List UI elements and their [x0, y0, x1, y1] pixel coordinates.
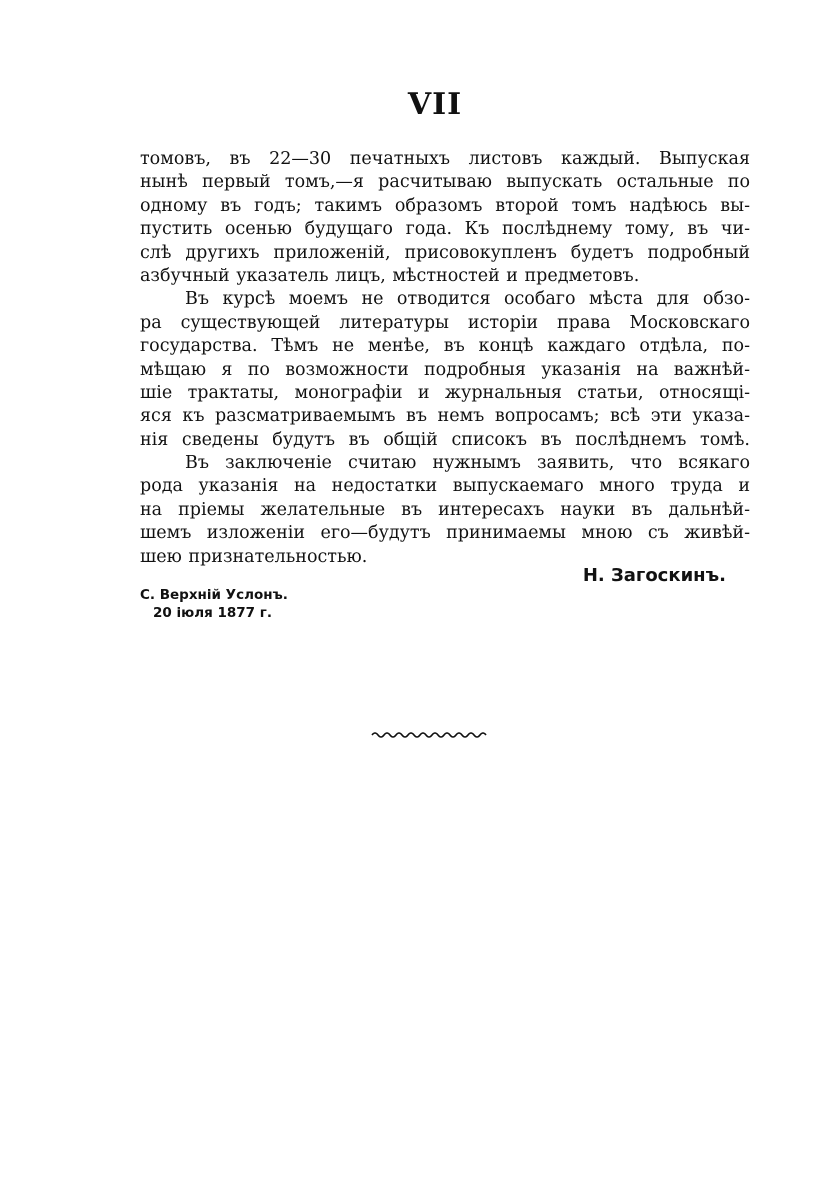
text-line: шемъ изложеніи его—будутъ принимаемы мною съ живѣй- [140, 523, 750, 544]
text-line: шею признательностью. [140, 546, 368, 567]
text-line: пустить осенью будущаго года. Къ послѣднему тому, въ чи- [140, 219, 750, 240]
text-line: азбучный указатель лицъ, мѣстностей и предметовъ. [140, 265, 640, 286]
place-date [140, 586, 288, 622]
text-line: одному въ годъ; такимъ образомъ второй томъ надѣюсь вы- [140, 195, 750, 216]
text-line: Въ заключеніе считаю нужнымъ заявить, что всякаго [185, 453, 750, 474]
text-line: Въ курсѣ моемъ не отводится особаго мѣста для обзо- [185, 289, 750, 310]
text-line: рода указанія на недостатки выпускаемаго много труда и [140, 476, 750, 497]
text-line: яся къ разсматриваемымъ въ немъ вопросамъ; всѣ эти указа- [140, 406, 750, 427]
text-line: нія сведены будутъ въ общій списокъ въ послѣднемъ томѣ. [140, 429, 750, 450]
text-line: на пріемы желательные въ интересахъ науки въ дальнѣй- [140, 499, 750, 520]
text-line: слѣ другихъ приложеній, присовокупленъ будетъ подробный [140, 242, 750, 263]
place-name: С. Верхній Услонъ. [140, 587, 288, 603]
text-line: шіе трактаты, монографіи и журнальныя статьи, относящі- [140, 382, 750, 403]
text-line: мѣщаю я по возможности подробныя указанія на важнѣй- [140, 359, 750, 380]
author-signature: Н. Загоскинъ. [582, 565, 726, 586]
text-line: ра существующей литературы исторіи права Московскаго [140, 312, 750, 333]
page-number: VII [407, 87, 463, 122]
text-line: нынѣ первый томъ,—я расчитываю выпускать остальные по [140, 172, 750, 193]
text-line: государства. Тѣмъ не менѣе, въ концѣ каждаго отдѣла, по- [140, 336, 750, 357]
body-text [140, 148, 750, 569]
wavy-rule-ornament [370, 728, 490, 742]
text-line: томовъ, въ 22—30 печатныхъ листовъ каждый. Выпуская [140, 149, 750, 169]
date-line: 20 іюля 1877 г. [153, 605, 272, 621]
